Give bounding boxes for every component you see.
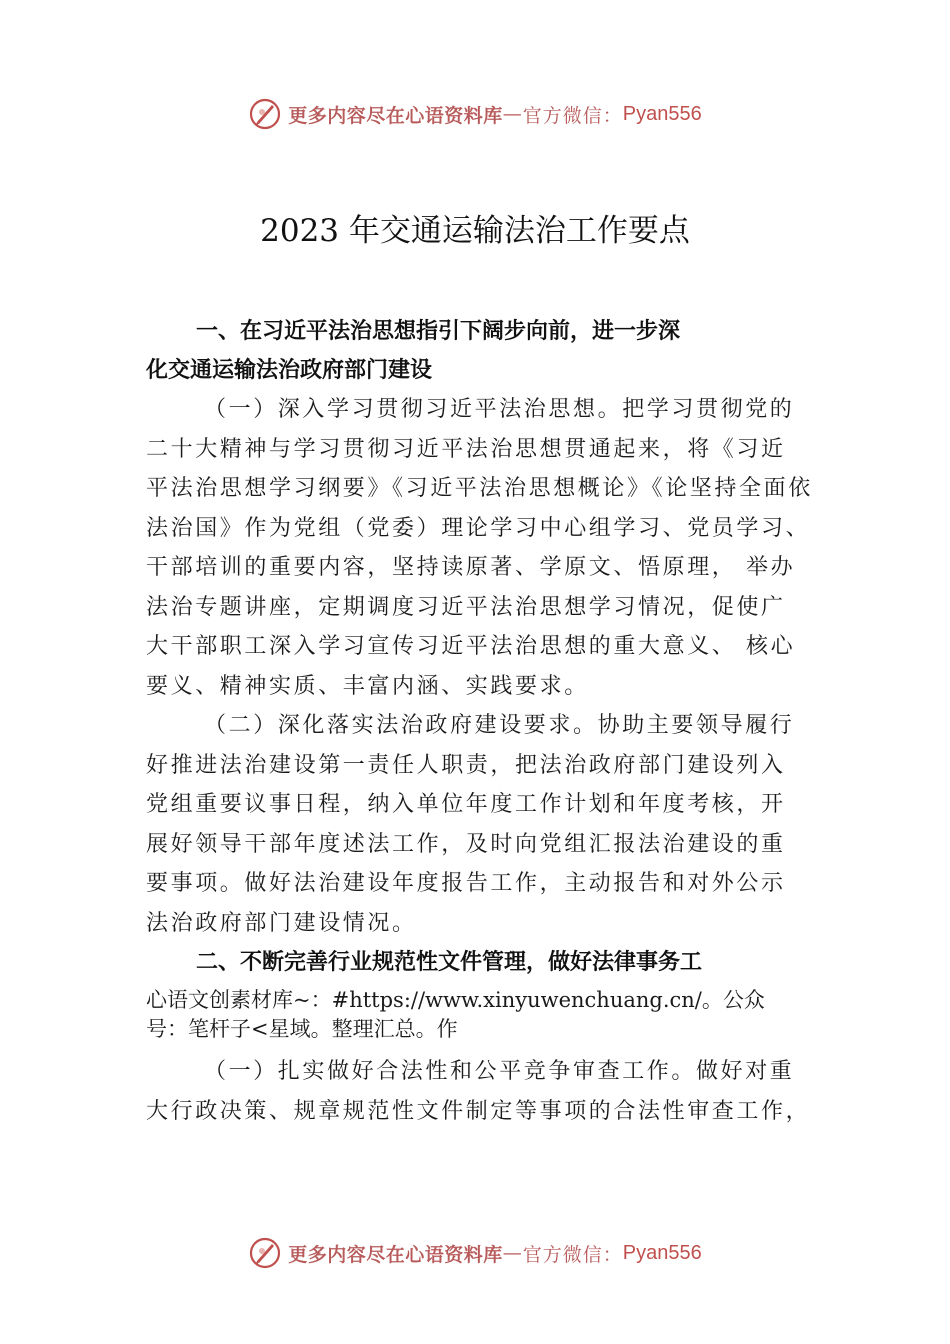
text-line: 法治专题讲座，定期调度习近平法治思想学习情况，促使广 (146, 594, 786, 620)
text-line: 法治国》作为党组（党委）理论学习中心组学习、党员学习、 (146, 515, 811, 541)
text-line: 干部培训的重要内容，坚持读原著、学原文、悟原理， 举办 (146, 555, 796, 580)
source-note-line: 心语文创素材库~：#https://www.xinyuwenchuang.cn/。公众 (146, 988, 765, 1012)
section-heading-2 (146, 943, 818, 982)
text-line: 平法治思想学习纲要》《习近平法治思想概论》《论坚持全面依 (146, 476, 813, 501)
text-line: 二十大精神与学习贯彻习近平法治思想贯通起来，将《习近 (146, 436, 786, 462)
text-line: 展好领导干部年度述法工作，及时向党组汇报法治建设的重 (146, 831, 786, 857)
text-line: 大行政决策、规章规范性文件制定等事项的合法性审查工作， (146, 1098, 811, 1124)
header-banner (0, 94, 950, 134)
banner-dash: — (502, 1242, 523, 1264)
section-heading-2-text: 二、不断完善行业规范性文件管理，做好法律事务工 (196, 950, 703, 975)
text-line: （一）扎实做好合法性和公平竞争审查工作。做好对重 (204, 1059, 795, 1084)
text-line: 党组重要议事日程，纳入单位年度工作计划和年度考核，开 (146, 792, 786, 817)
banner-dash: — (502, 103, 523, 125)
section-heading-1-line1: 一、在习近平法治思想指引下阔步向前，进一步深 (196, 319, 681, 344)
banner-slogan: 更多内容尽在心语资料库 (288, 1243, 503, 1266)
banner-wechat-label: 官方微信： (522, 1243, 623, 1266)
text-line: 好推进法治建设第一责任人职责，把法治政府部门建设列入 (146, 752, 786, 778)
source-note-line: 号：笔杆子<星域。整理汇总。作 (146, 1017, 458, 1041)
paragraph-3 (146, 1052, 818, 1131)
paragraph-2 (146, 706, 818, 943)
paragraph-1 (146, 390, 818, 706)
text-line: 大干部职工深入学习宣传习近平法治思想的重大意义、 核心 (146, 634, 796, 659)
source-note (146, 986, 818, 1044)
text-line: 要事项。做好法治建设年度报告工作，主动报告和对外公示 (146, 871, 786, 896)
text-line: （二）深化落实法治政府建设要求。协助主要领导履行 (204, 713, 795, 738)
section-heading-1-line2: 化交通运输法治政府部门建设 (146, 358, 433, 383)
section-heading-1 (146, 312, 818, 351)
banner-wechat-id: Pyan556 (622, 1241, 702, 1264)
text-line: 法治政府部门建设情况。 (146, 910, 417, 936)
document-body (146, 312, 818, 1131)
quill-pen-logo-icon (248, 97, 282, 131)
quill-pen-logo-icon (248, 1236, 282, 1270)
banner-wechat-label: 官方微信： (522, 104, 623, 127)
footer-banner (0, 1233, 950, 1273)
section-heading-1-cont (146, 351, 818, 390)
document-title: 2023 年交通运输法治工作要点 (260, 213, 690, 249)
banner-slogan: 更多内容尽在心语资料库 (288, 104, 503, 127)
text-line: （一）深入学习贯彻习近平法治思想。把学习贯彻党的 (204, 397, 795, 422)
text-line: 要义、精神实质、丰富内涵、实践要求。 (146, 673, 589, 699)
banner-wechat-id: Pyan556 (622, 102, 702, 125)
